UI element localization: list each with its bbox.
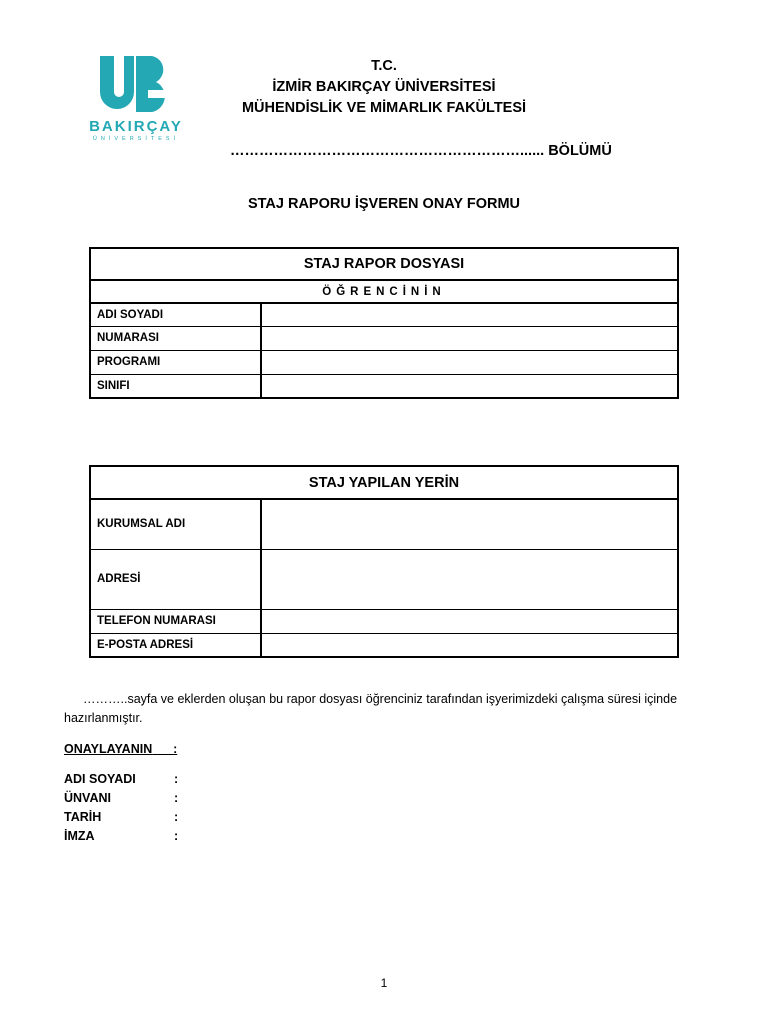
page-number: 1	[380, 976, 388, 990]
approver-label: ONAYLAYANIN	[64, 742, 153, 756]
field-value-name[interactable]	[261, 303, 678, 326]
field-label-company: KURUMSAL ADI	[90, 499, 261, 549]
table-row	[90, 549, 678, 609]
header-tc: T.C.	[371, 58, 397, 74]
table-row	[90, 350, 678, 374]
header-university: İZMİR BAKIRÇAY ÜNİVERSİTESİ	[272, 79, 496, 95]
field-value-program[interactable]	[261, 350, 678, 374]
field-value-company[interactable]	[261, 499, 678, 549]
signature-field-name	[64, 772, 178, 786]
statement-paragraph: ………..sayfa ve eklerden oluşan bu rapor dosyası öğrenciniz tarafından işyerimizdeki çalışma süresi içinde hazırlanmıştır.	[64, 692, 678, 725]
field-value-class[interactable]	[261, 374, 678, 398]
table-row	[90, 374, 678, 398]
signature-field-title	[64, 791, 178, 805]
field-label-name: ADI SOYADI	[90, 303, 261, 326]
table-row	[90, 633, 678, 657]
field-value-phone[interactable]	[261, 609, 678, 633]
signature-colon: :	[174, 810, 179, 824]
student-table-subtitle: ÖĞRENCİNİN	[90, 280, 678, 303]
signature-label: TARİH	[64, 810, 102, 824]
logo-subtitle: ÜNİVERSİTESİ	[92, 136, 180, 142]
approver-colon: :	[173, 742, 178, 756]
student-info-table	[89, 247, 679, 399]
field-label-address: ADRESİ	[90, 549, 261, 609]
field-label-phone: TELEFON NUMARASI	[90, 609, 261, 633]
signature-label: İMZA	[64, 829, 95, 843]
student-table-title: STAJ RAPOR DOSYASI	[90, 248, 678, 280]
field-label-program: PROGRAMI	[90, 350, 261, 374]
field-value-number[interactable]	[261, 326, 678, 350]
approver-gap	[152, 742, 173, 756]
table-row	[90, 609, 678, 633]
signature-label: ADI SOYADI	[64, 772, 136, 786]
signature-label: ÜNVANI	[64, 791, 111, 805]
field-value-address[interactable]	[261, 549, 678, 609]
signature-colon: :	[174, 772, 179, 786]
field-value-email[interactable]	[261, 633, 678, 657]
table-row	[90, 499, 678, 549]
field-label-class: SINIFI	[90, 374, 261, 398]
signature-field-signature	[64, 829, 178, 843]
workplace-table-title: STAJ YAPILAN YERİN	[90, 466, 678, 499]
table-row	[90, 303, 678, 326]
approver-heading	[64, 742, 177, 756]
department-line: ……………………………………………………...... BÖLÜMÜ	[230, 143, 612, 159]
signature-field-date	[64, 810, 178, 824]
workplace-info-table	[89, 465, 679, 658]
table-row	[90, 326, 678, 350]
logo-wordmark: BAKIRÇAY	[89, 118, 183, 135]
signature-colon: :	[174, 791, 179, 805]
form-title: STAJ RAPORU İŞVEREN ONAY FORMU	[247, 196, 521, 212]
field-label-email: E-POSTA ADRESİ	[90, 633, 261, 657]
signature-colon: :	[174, 829, 179, 843]
header-faculty: MÜHENDİSLİK VE MİMARLIK FAKÜLTESİ	[241, 100, 527, 116]
field-label-number: NUMARASI	[90, 326, 261, 350]
